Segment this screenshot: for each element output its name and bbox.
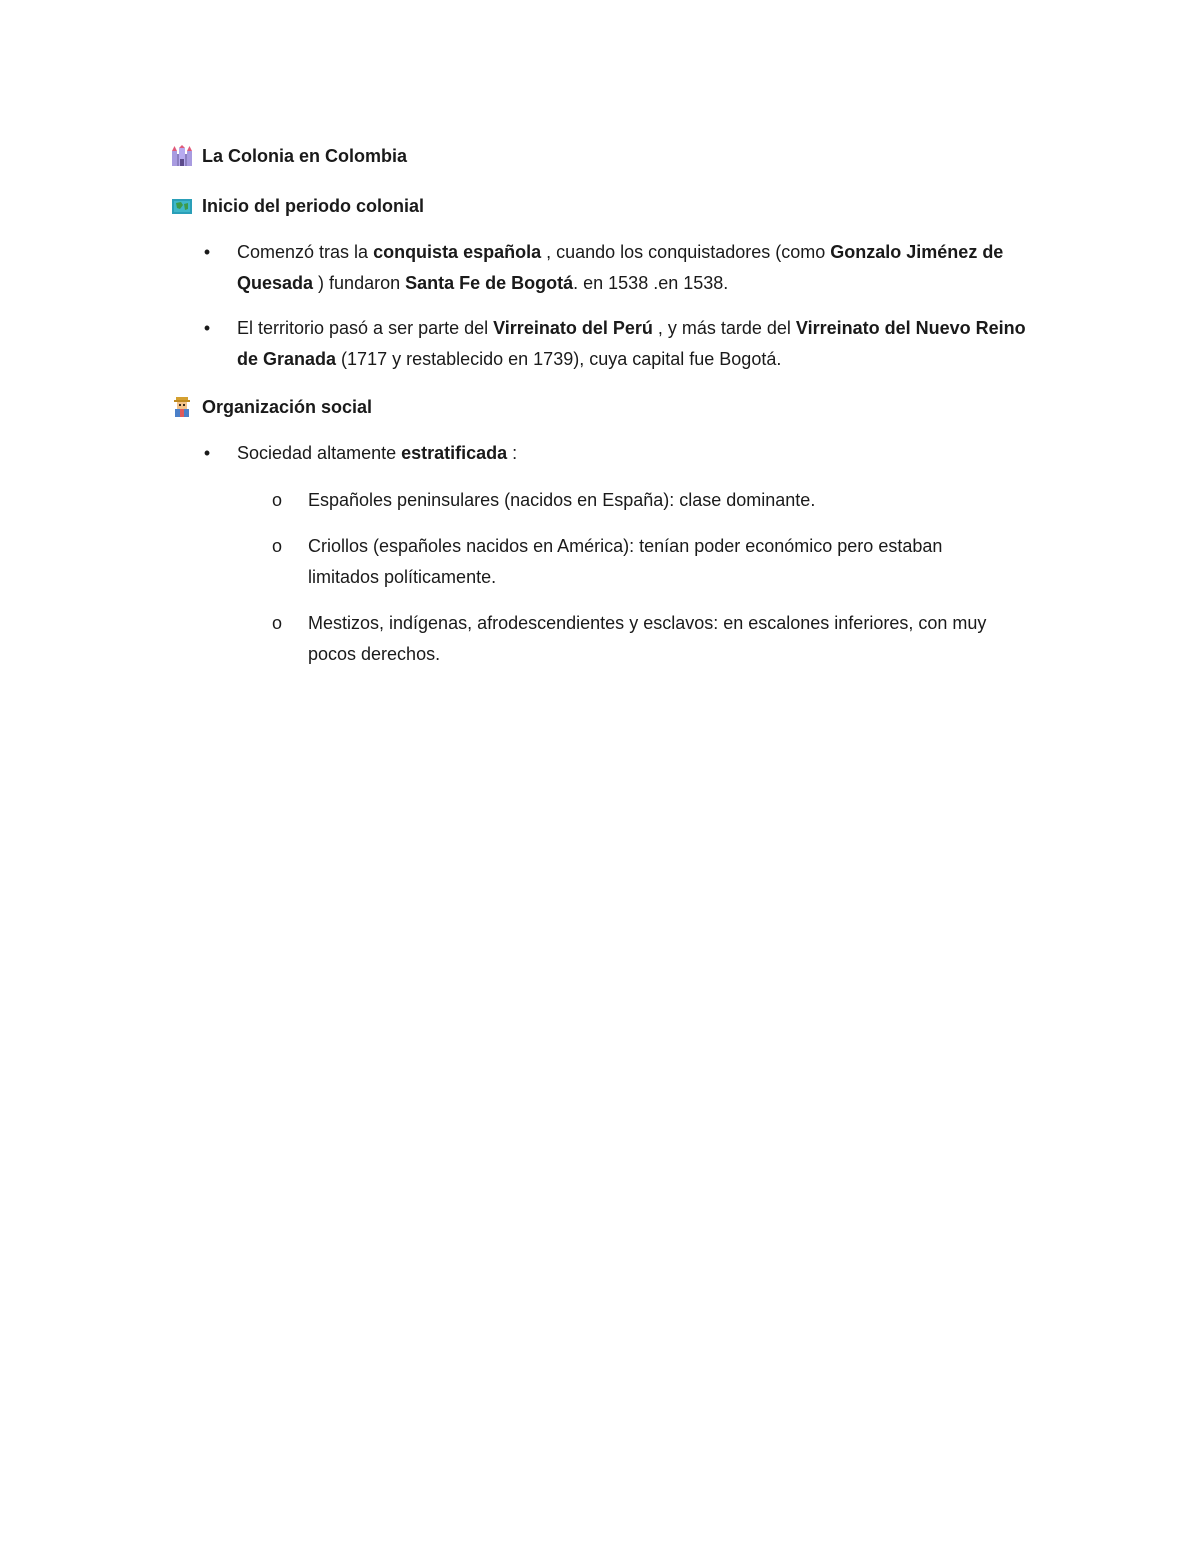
text-run: :: [507, 443, 518, 463]
text-run: El territorio pasó a ser parte del: [237, 318, 494, 338]
text-run: . en 1538 .en 1538.: [573, 273, 729, 293]
bold-text: Gonzalo Jiménez de Quesada: [237, 242, 1004, 293]
list-item-text: [237, 237, 1039, 299]
sub-list-item: [270, 531, 1010, 593]
sub-list-item-text: Mestizos, indígenas, afrodescendientes y esclavos: en escalones inferiores, con muy pocos derechos.: [308, 613, 987, 664]
bold-text: Virreinato del Perú: [493, 318, 653, 338]
list-item: [199, 438, 1039, 469]
bold-text: Santa Fe de Bogotá: [405, 273, 574, 293]
section-heading-organizacion: [171, 395, 372, 419]
bullet-marker: •: [203, 443, 211, 463]
document-title: [171, 144, 407, 168]
section-heading-inicio: [171, 194, 424, 218]
bullet-marker: •: [203, 242, 211, 262]
list-item: [199, 237, 1039, 299]
list-item-text: [237, 313, 1039, 375]
sub-bullet-marker: o: [271, 536, 282, 556]
text-run: Sociedad altamente: [237, 443, 402, 463]
text-run: , y más tarde del: [652, 318, 796, 338]
sub-list-item-text: Españoles peninsulares (nacidos en España): clase dominante.: [308, 490, 816, 510]
text-run: (1717 y restablecido en 1739), cuya capital fue Bogotá.: [336, 349, 782, 369]
section-heading-text: Inicio del periodo colonial: [202, 196, 425, 216]
person-icon: [171, 396, 193, 418]
bold-text: estratificada: [401, 443, 508, 463]
list-item-text: [237, 438, 1039, 469]
bold-text: conquista española: [373, 242, 542, 262]
bullet-marker: •: [203, 318, 211, 338]
text-run: Comenzó tras la: [237, 242, 374, 262]
bold-text: Virreinato del Nuevo Reino de Granada: [237, 318, 1026, 369]
sub-list-item: [270, 485, 1010, 516]
sub-list-item: [270, 608, 1010, 670]
map-icon: [171, 195, 193, 217]
sub-bullet-marker: o: [271, 613, 282, 633]
text-run: , cuando los conquistadores (como: [541, 242, 831, 262]
sub-list-item-text: Criollos (españoles nacidos en América): tenían poder económico pero estaban limitados políticamente.: [308, 536, 943, 587]
document-title-text: La Colonia en Colombia: [202, 146, 408, 166]
section-heading-text: Organización social: [202, 397, 373, 417]
sub-bullet-marker: o: [271, 490, 282, 510]
castle-icon: [171, 145, 193, 167]
text-run: ) fundaron: [313, 273, 406, 293]
list-item: [199, 313, 1039, 375]
